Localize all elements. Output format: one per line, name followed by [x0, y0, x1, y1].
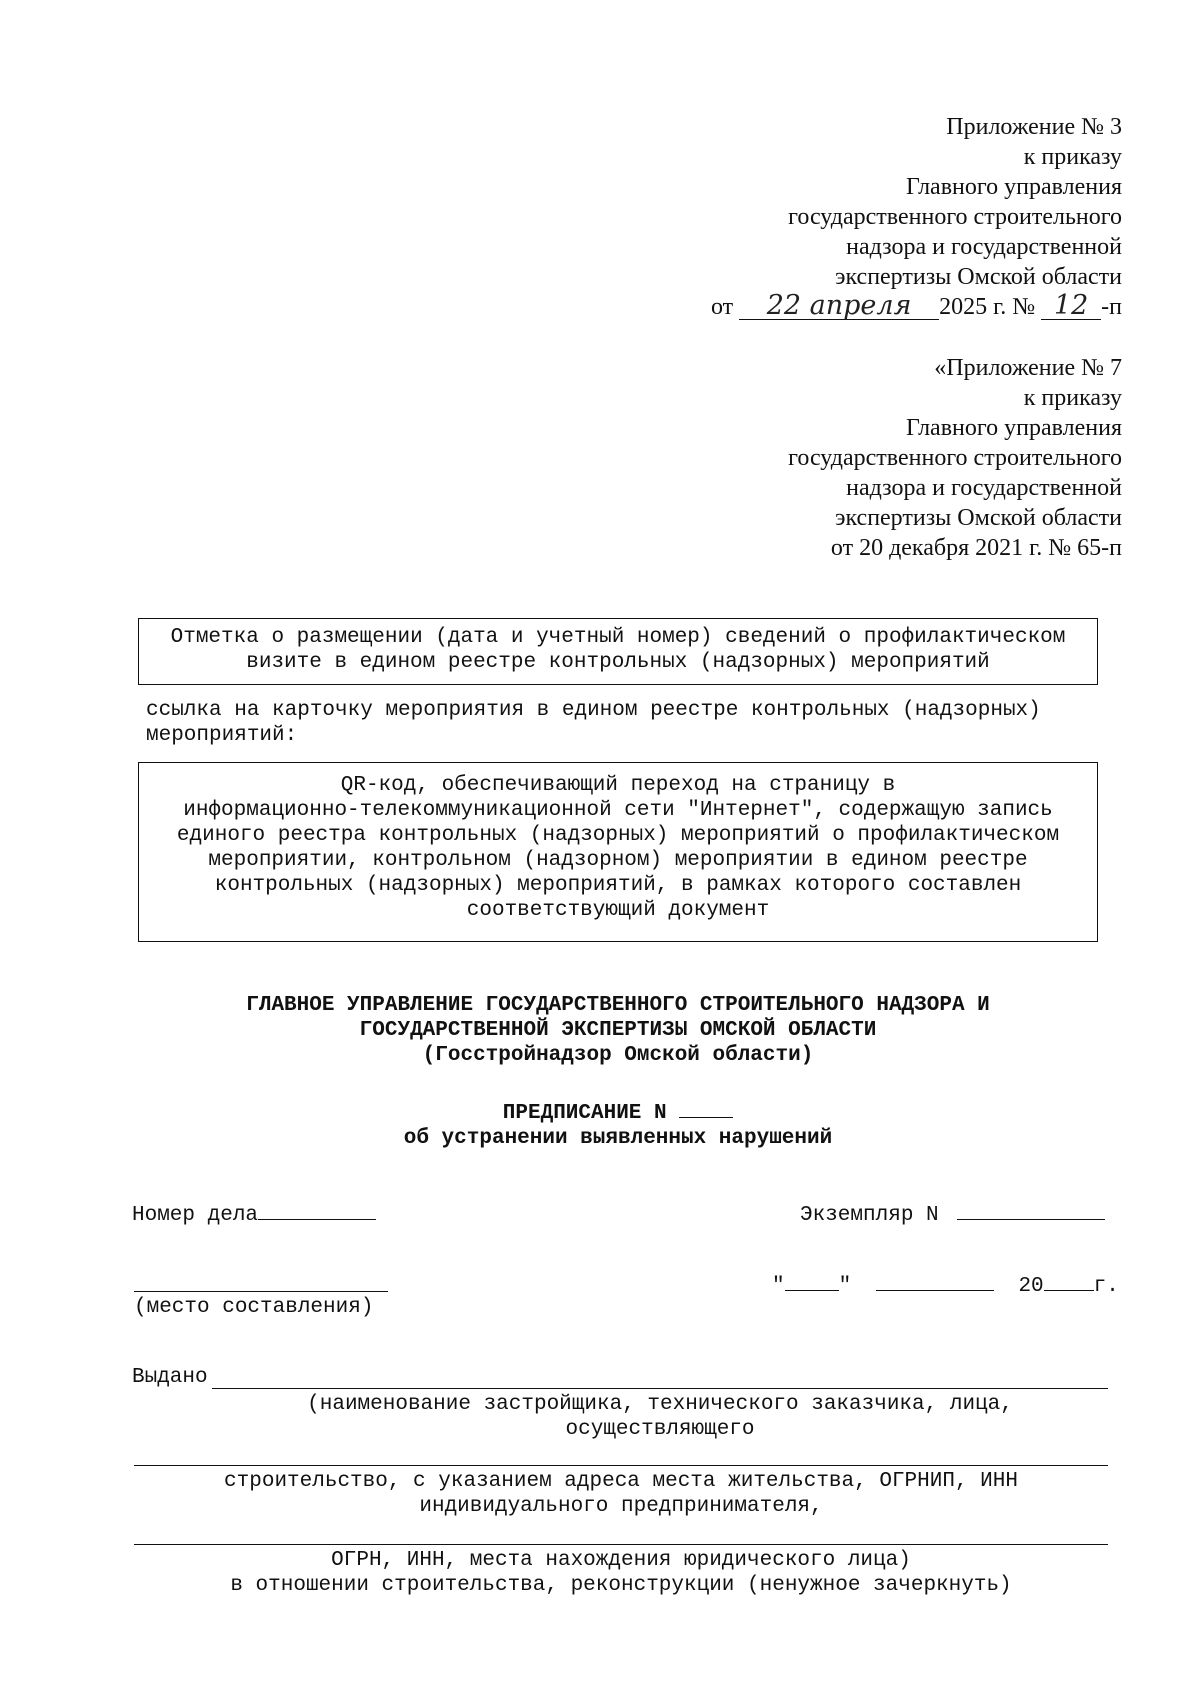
link-note-line: ссылка на карточку мероприятия в едином реестре контрольных (надзорных)	[146, 699, 1041, 722]
qr-box-line: единого реестра контрольных (надзорных) мероприятий о профилактическом	[176, 824, 1060, 847]
copy-number-label: Экземпляр N	[800, 1204, 939, 1227]
issued-caption-block-1	[200, 1392, 1120, 1442]
case-number-label: Номер дела	[132, 1204, 259, 1227]
order-date-line	[711, 292, 1122, 322]
issued-to-field[interactable]	[212, 1388, 1108, 1389]
title-subtitle: об устранении выявленных нарушений	[403, 1127, 833, 1150]
appendix-7-header	[788, 353, 1122, 563]
qr-box-line: мероприятии, контрольном (надзорном) мероприятии в едином реестре	[208, 849, 1028, 872]
year-text: 2025 г. №	[939, 294, 1036, 320]
appendix-3-line: Приложение № 3	[946, 114, 1122, 140]
year-suffix: г.	[1093, 1275, 1119, 1298]
qr-box-line: соответствующий документ	[466, 899, 770, 922]
appendix-3-header	[711, 112, 1122, 322]
handwritten-number: 12	[1041, 293, 1101, 320]
appendix-7-line: «Приложение № 7	[934, 355, 1122, 381]
document-title	[138, 1097, 1098, 1151]
case-number-field[interactable]	[258, 1199, 376, 1220]
date-row	[772, 1270, 1119, 1299]
prescription-title: ПРЕДПИСАНИЕ N	[502, 1102, 667, 1125]
appendix-3-line: надзора и государственной	[846, 234, 1122, 260]
copy-number-field[interactable]	[957, 1199, 1105, 1220]
issued-caption-block-2	[134, 1469, 1108, 1519]
appendix-7-line: Главного управления	[906, 415, 1122, 441]
year-field[interactable]	[1044, 1270, 1094, 1291]
place-field[interactable]	[134, 1291, 388, 1292]
appendix-3-line: экспертизы Омской области	[835, 264, 1122, 290]
issued-caption-line: ОГРН, ИНН, места нахождения юридического лица)	[331, 1549, 911, 1572]
appendix-3-line: государственного строительного	[788, 204, 1122, 230]
org-header-line: ГЛАВНОЕ УПРАВЛЕНИЕ ГОСУДАРСТВЕННОГО СТРОИТЕЛЬНОГО НАДЗОРА И	[246, 994, 990, 1017]
title-line-1	[138, 1097, 1098, 1126]
issued-to-field-3[interactable]	[134, 1544, 1108, 1545]
appendix-3-line: к приказу	[1023, 144, 1122, 170]
regarding-line: в отношении строительства, реконструкции (ненужное зачеркнуть)	[230, 1574, 1012, 1597]
appendix-3-line: Главного управления	[906, 174, 1122, 200]
date-quote-open: "	[772, 1275, 785, 1298]
qr-box-line: QR-код, обеспечивающий переход на страницу в	[340, 774, 896, 797]
day-field[interactable]	[785, 1270, 839, 1291]
from-label: от	[710, 294, 734, 320]
date-quote-close: "	[838, 1275, 852, 1298]
appendix-7-line: к приказу	[1023, 385, 1122, 411]
organization-header	[138, 993, 1098, 1068]
appendix-7-line: от 20 декабря 2021 г. № 65-п	[830, 535, 1122, 561]
issued-caption-line: строительство, с указанием адреса места жительства, ОГРНИП, ИНН	[224, 1470, 1018, 1493]
issued-caption-line: индивидуального предпринимателя,	[419, 1495, 823, 1518]
issued-caption-line: (наименование застройщика, технического заказчика, лица,	[307, 1393, 1013, 1416]
registry-mark-line: Отметка о размещении (дата и учетный номер) сведений о профилактическом	[170, 626, 1066, 649]
org-header-line: (Госстройнадзор Омской области)	[422, 1044, 814, 1067]
prescription-number-field[interactable]	[679, 1097, 733, 1118]
link-note-line: мероприятий:	[146, 724, 298, 747]
year-prefix: 20	[1018, 1275, 1044, 1298]
number-suffix: -п	[1101, 294, 1122, 320]
appendix-7-line: надзора и государственной	[846, 475, 1122, 501]
place-caption: (место составления)	[134, 1296, 374, 1319]
appendix-7-line: государственного строительного	[788, 445, 1122, 471]
issued-caption-line: осуществляющего	[565, 1418, 755, 1441]
handwritten-date: 22 апреля	[739, 293, 939, 320]
issued-to-field-2[interactable]	[134, 1465, 1108, 1466]
issued-label: Выдано	[132, 1366, 208, 1389]
appendix-7-line: экспертизы Омской области	[835, 505, 1122, 531]
case-number-row	[132, 1199, 376, 1228]
org-header-line: ГОСУДАРСТВЕННОЙ ЭКСПЕРТИЗЫ ОМСКОЙ ОБЛАСТИ	[359, 1019, 877, 1042]
issued-caption-block-3	[134, 1548, 1108, 1598]
qr-code-box	[138, 762, 1098, 942]
month-field[interactable]	[876, 1270, 994, 1291]
qr-box-line: информационно-телекоммуникационной сети "Интернет", содержащую запись	[183, 799, 1053, 822]
copy-number-row	[800, 1199, 1105, 1228]
registry-link-note	[146, 698, 1096, 748]
qr-box-line: контрольных (надзорных) мероприятий, в рамках которого составлен	[214, 874, 1022, 897]
registry-mark-line: визите в едином реестре контрольных (надзорных) мероприятий	[246, 651, 990, 674]
registry-mark-box	[138, 618, 1098, 685]
